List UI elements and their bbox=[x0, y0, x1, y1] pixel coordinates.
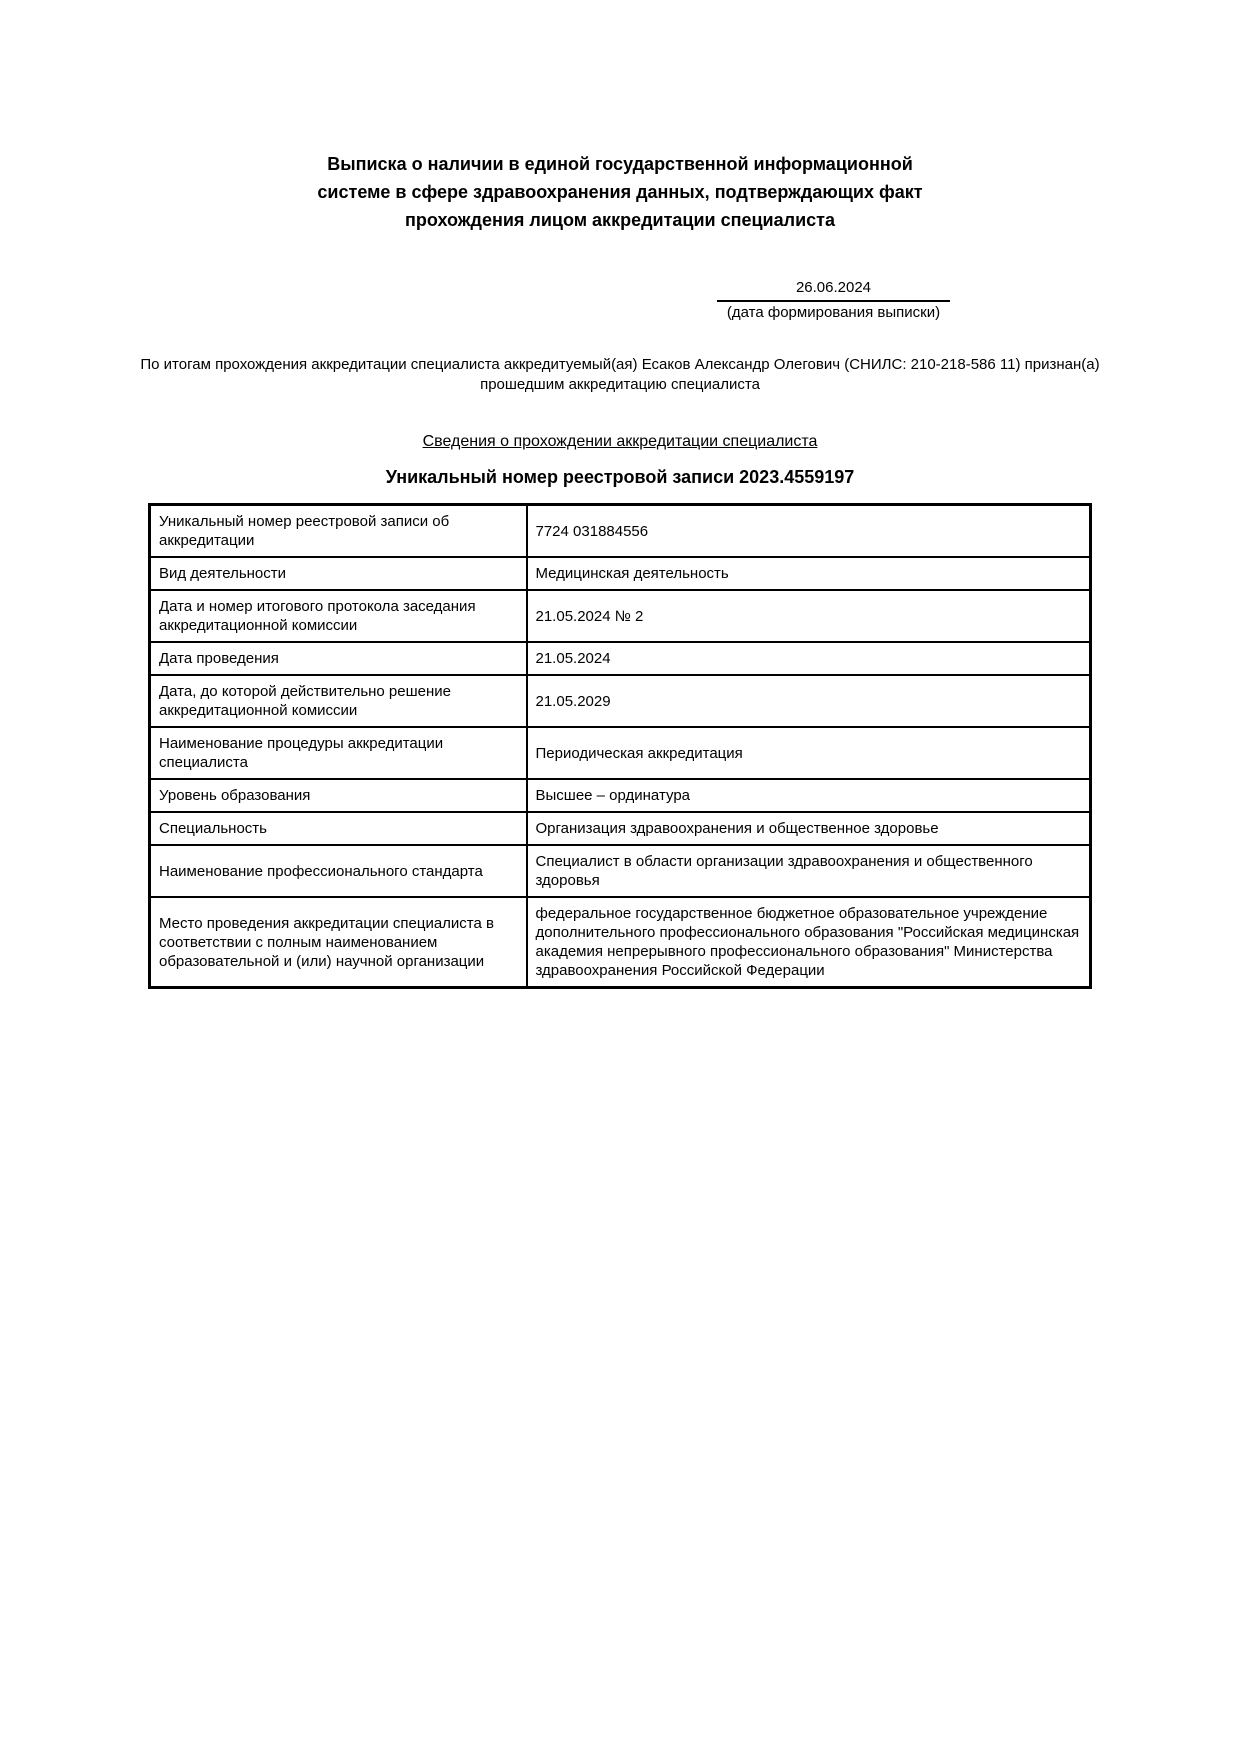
row-value-cell: 7724 031884556 bbox=[527, 505, 1091, 558]
accreditation-table bbox=[148, 503, 1092, 989]
row-label-cell: Вид деятельности bbox=[150, 557, 527, 590]
document-title-line: системе в сфере здравоохранения данных, подтверждающих факт bbox=[317, 182, 923, 202]
row-value-cell: Специалист в области организации здравоохранения и общественного здоровья bbox=[527, 845, 1091, 897]
row-value-cell: 21.05.2024 bbox=[527, 642, 1091, 675]
row-label-cell: Дата, до которой действительно решение аккредитационной комиссии bbox=[150, 675, 527, 727]
issue-date-value: 26.06.2024 bbox=[717, 278, 950, 302]
table-row bbox=[150, 590, 1091, 642]
row-label-cell: Дата и номер итогового протокола заседания аккредитационной комиссии bbox=[150, 590, 527, 642]
row-label-cell: Дата проведения bbox=[150, 642, 527, 675]
row-label-cell: Место проведения аккредитации специалиста в соответствии с полным наименованием образовательной и (или) научной организации bbox=[150, 897, 527, 988]
accreditation-section-heading: Сведения о прохождении аккредитации специалиста bbox=[422, 433, 818, 450]
document-title-line: Выписка о наличии в единой государственной информационной bbox=[327, 154, 913, 174]
table-row bbox=[150, 897, 1091, 988]
issue-date-caption: (дата формирования выписки) bbox=[726, 304, 941, 321]
document-title bbox=[0, 150, 1240, 234]
document-title-line: прохождения лицом аккредитации специалиста bbox=[405, 210, 835, 230]
row-label-cell: Уровень образования bbox=[150, 779, 527, 812]
row-label-cell: Наименование процедуры аккредитации специалиста bbox=[150, 727, 527, 779]
row-value-cell: Периодическая аккредитация bbox=[527, 727, 1091, 779]
row-value-cell: федеральное государственное бюджетное образовательное учреждение дополнительного профессионального образования "Российская медицинская академия непрерывного профессионального образования" Министерства здравоохранения Российской Федерации bbox=[527, 897, 1091, 988]
table-row bbox=[150, 727, 1091, 779]
row-value-cell: Высшее – ординатура bbox=[527, 779, 1091, 812]
table-row bbox=[150, 642, 1091, 675]
table-row bbox=[150, 845, 1091, 897]
row-value-cell: Медицинская деятельность bbox=[527, 557, 1091, 590]
table-row bbox=[150, 779, 1091, 812]
table-row bbox=[150, 557, 1091, 590]
row-value-cell: 21.05.2029 bbox=[527, 675, 1091, 727]
table-row bbox=[150, 505, 1091, 558]
row-label-cell: Наименование профессионального стандарта bbox=[150, 845, 527, 897]
row-label-cell: Уникальный номер реестровой записи об аккредитации bbox=[150, 505, 527, 558]
intro-paragraph: По итогам прохождения аккредитации специалиста аккредитуемый(ая) Есаков Александр Олегович (СНИЛС: 210-218-586 11) признан(а) прошедшим аккредитацию специалиста bbox=[140, 356, 1100, 393]
row-label-cell: Специальность bbox=[150, 812, 527, 845]
row-value-cell: 21.05.2024 № 2 bbox=[527, 590, 1091, 642]
issue-date-block bbox=[717, 278, 950, 322]
table-row bbox=[150, 812, 1091, 845]
registry-number-heading: Уникальный номер реестровой записи 2023.4559197 bbox=[385, 467, 855, 487]
row-value-cell: Организация здравоохранения и общественное здоровье bbox=[527, 812, 1091, 845]
table-row bbox=[150, 675, 1091, 727]
